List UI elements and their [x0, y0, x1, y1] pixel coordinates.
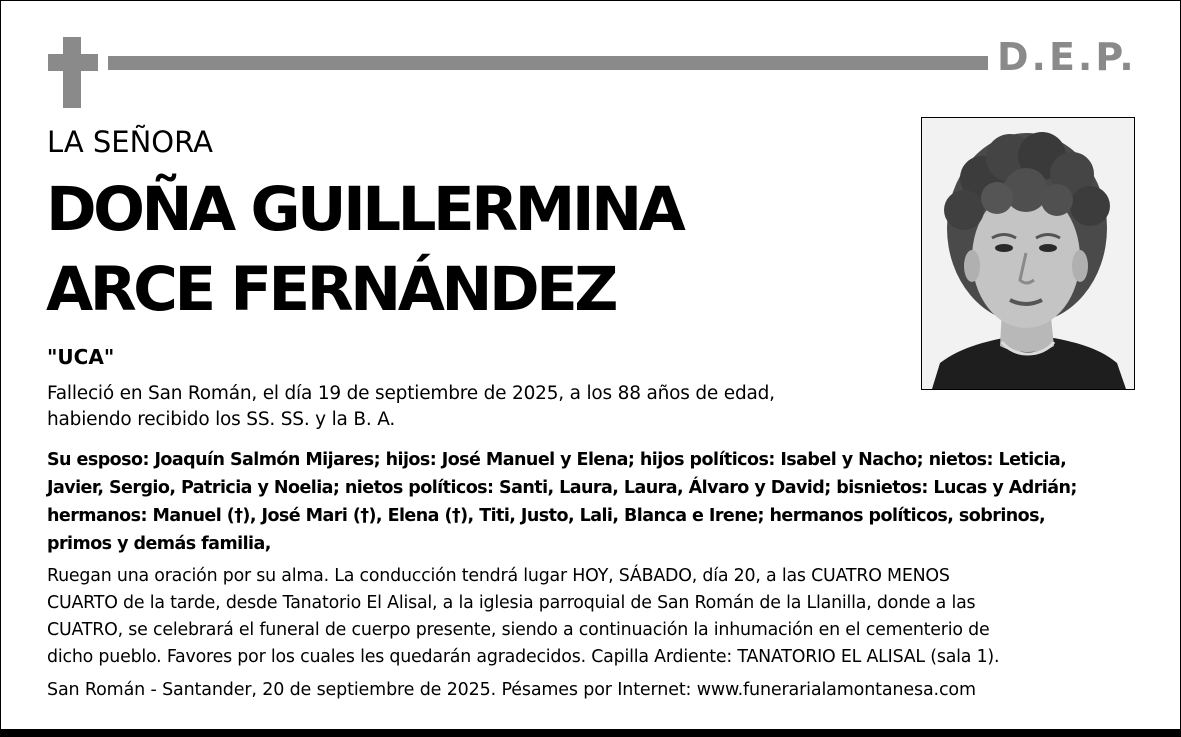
bottom-rule: [0, 729, 1181, 737]
footer-note: San Román - Santander, 20 de septiembre de 2025. Pésames por Internet: www.funerarialamontanesa.com: [47, 680, 976, 700]
family-line: Javier, Sergio, Patricia y Noelia; nietos políticos: Santi, Laura, Laura, Álvaro y David; bisnietos: Lucas y Adrián;: [47, 478, 1077, 498]
name-line-2: ARCE FERNÁNDEZ: [46, 254, 616, 325]
deceased-name: [46, 170, 682, 330]
portrait-photo: [921, 117, 1135, 390]
cross-icon-arm: [48, 54, 98, 71]
header-rule: [108, 56, 988, 70]
death-notice: [47, 381, 847, 433]
name-line-1: DOÑA GUILLERMINA: [46, 174, 683, 245]
details-line: CUATRO, se celebrará el funeral de cuerpo presente, siendo a continuación la inhumación en el cementerio de: [47, 620, 990, 640]
cross-icon: [63, 37, 81, 108]
salutation: LA SEÑORA: [47, 125, 213, 159]
family-list: [47, 446, 1147, 558]
death-notice-line: habiendo recibido los SS. SS. y la B. A.: [47, 409, 396, 430]
family-line: primos y demás familia,: [47, 534, 271, 554]
death-notice-line: Falleció en San Román, el día 19 de septiembre de 2025, a los 88 años de edad,: [47, 383, 775, 404]
dep-label: D.E.P.: [997, 35, 1137, 79]
funeral-details: [47, 563, 1157, 671]
family-line: hermanos: Manuel (†), José Mari (†), Elena (†), Titi, Justo, Lali, Blanca e Irene; hermanos políticos, sobrinos,: [47, 506, 1046, 526]
details-line: CUARTO de la tarde, desde Tanatorio El Alisal, a la iglesia parroquial de San Román de la Llanilla, donde a las: [47, 593, 976, 613]
portrait-illustration: [922, 118, 1134, 389]
nickname: "UCA": [47, 345, 115, 369]
details-line: Ruegan una oración por su alma. La conducción tendrá lugar HOY, SÁBADO, día 20, a las CUATRO MENOS: [47, 566, 950, 586]
details-line: dicho pueblo. Favores por los cuales les quedarán agradecidos. Capilla Ardiente: TANATORIO EL ALISAL (sala 1).: [47, 647, 1000, 667]
family-line: Su esposo: Joaquín Salmón Mijares; hijos: José Manuel y Elena; hijos políticos: Isabel y Nacho; nietos: Leticia,: [47, 450, 1067, 470]
